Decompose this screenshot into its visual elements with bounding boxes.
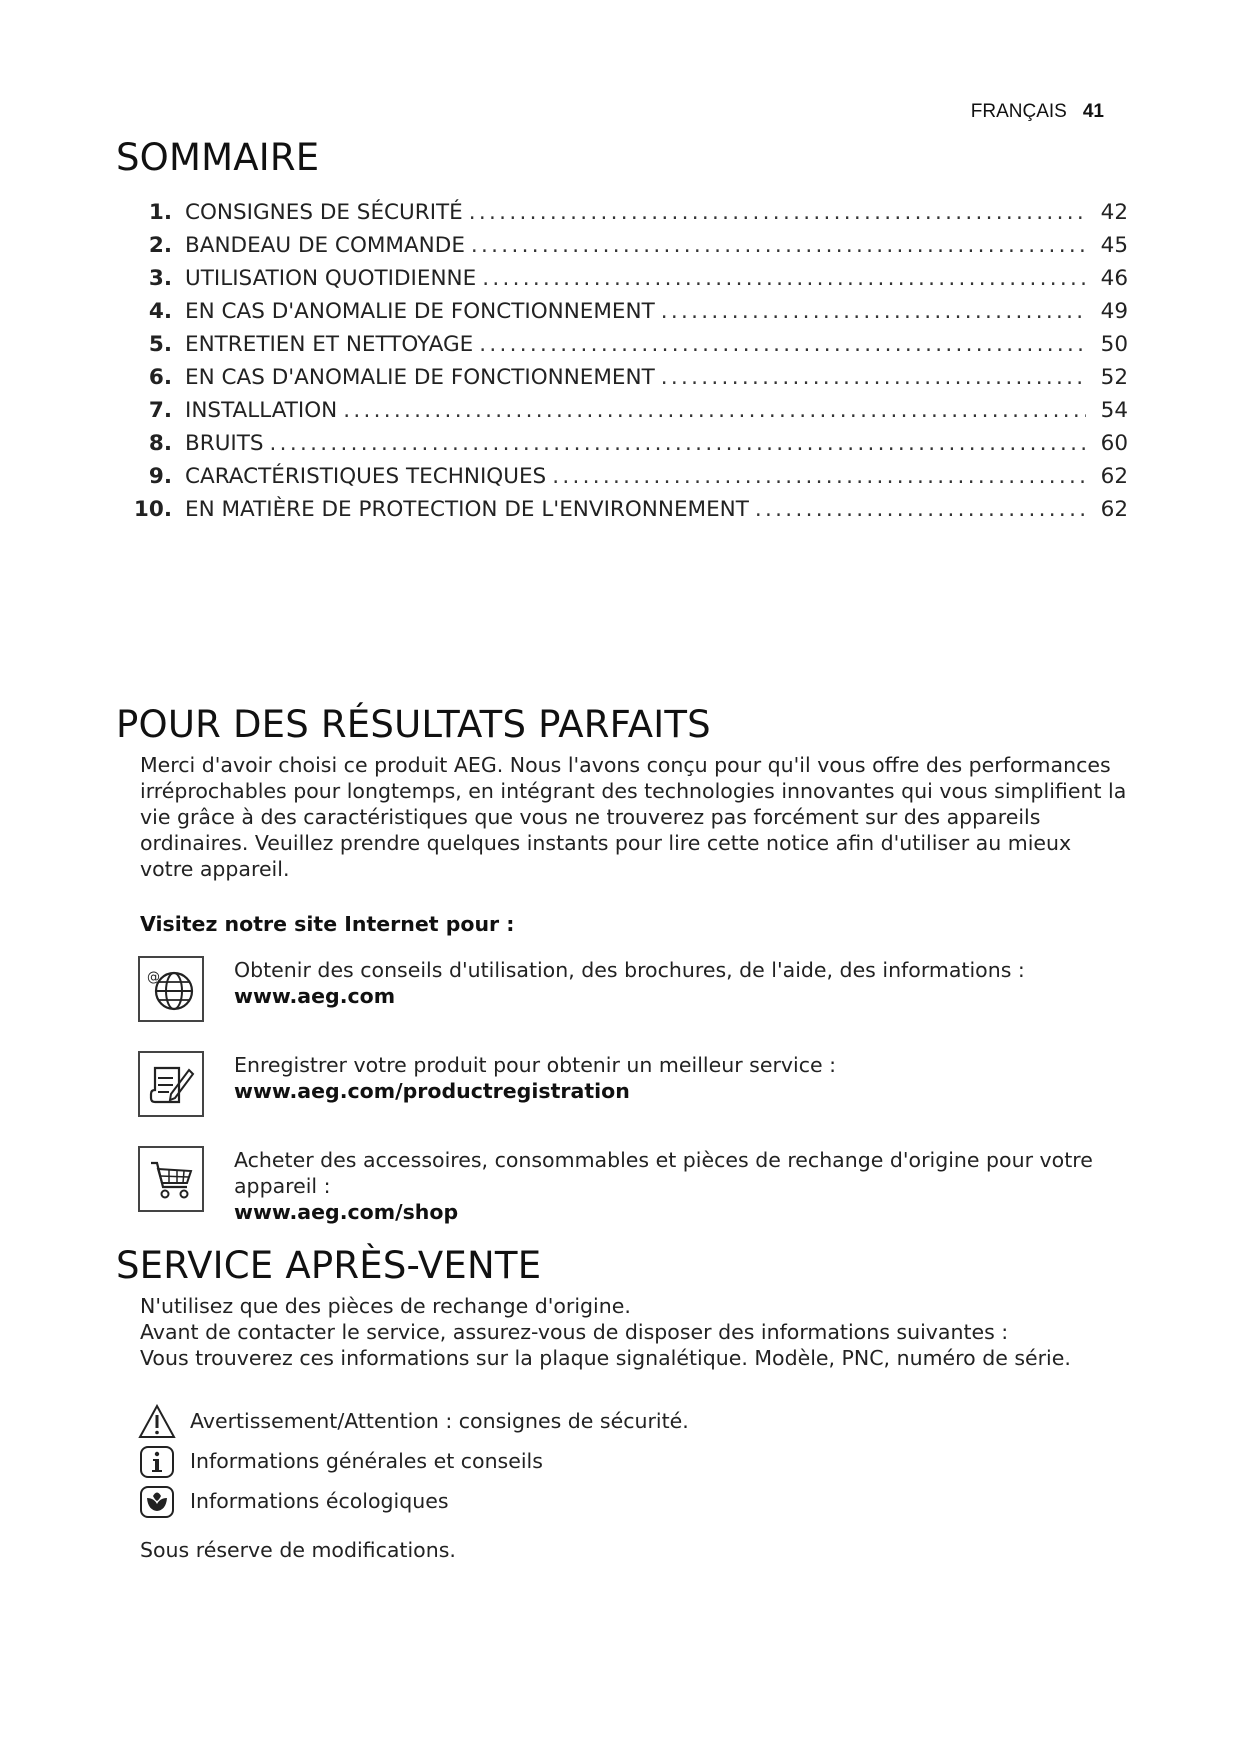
toc-item-number: 10. xyxy=(133,497,172,522)
page-number: 41 xyxy=(1082,101,1104,122)
svg-text:@: @ xyxy=(147,970,160,985)
globe-icon xyxy=(138,956,204,1022)
toc-leader-dots xyxy=(471,233,1086,258)
shopping-cart-icon xyxy=(138,1146,204,1212)
link-description: Acheter des accessoires, consommables et pièces de rechange d'origine pour votre appareil : xyxy=(234,1148,1093,1198)
toc-leader-dots xyxy=(661,299,1086,324)
toc-item-number: 5. xyxy=(148,332,172,357)
toc-item-label: BANDEAU DE COMMANDE xyxy=(185,233,465,258)
toc-leader-dots xyxy=(343,398,1086,423)
toc-item-label: CARACTÉRISTIQUES TECHNIQUES xyxy=(185,464,547,489)
toc-leader-dots xyxy=(552,464,1086,489)
link-description: Enregistrer votre produit pour obtenir un meilleur service : xyxy=(234,1053,837,1077)
product-registration-link[interactable]: www.aeg.com/productregistration xyxy=(234,1079,630,1103)
toc-item-page: 46 xyxy=(1100,266,1128,291)
toc-item-page: 50 xyxy=(1100,332,1128,357)
toc-item-label: ENTRETIEN ET NETTOYAGE xyxy=(185,332,474,357)
toc-item-page: 54 xyxy=(1100,398,1128,423)
toc-item-label: EN CAS D'ANOMALIE DE FONCTIONNEMENT xyxy=(185,365,655,390)
toc-item[interactable] xyxy=(130,200,1128,233)
toc-item[interactable] xyxy=(130,497,1128,530)
toc-item-number: 8. xyxy=(148,431,172,456)
toc-item[interactable] xyxy=(130,332,1128,365)
toc-leader-dots xyxy=(270,431,1086,456)
toc-leader-dots xyxy=(479,332,1086,357)
toc-leader-dots xyxy=(482,266,1086,291)
toc-leader-dots xyxy=(661,365,1086,390)
toc-item[interactable] xyxy=(130,233,1128,266)
results-title: POUR DES RÉSULTATS PARFAITS xyxy=(116,703,711,746)
service-text xyxy=(140,1293,1130,1371)
website-link[interactable]: www.aeg.com xyxy=(234,984,396,1008)
toc-leader-dots xyxy=(469,200,1086,225)
toc-item-label: EN MATIÈRE DE PROTECTION DE L'ENVIRONNEMENT xyxy=(185,497,749,522)
visit-heading: Visitez notre site Internet pour : xyxy=(140,912,515,936)
warning-icon xyxy=(138,1404,176,1440)
toc-item-page: 62 xyxy=(1100,497,1128,522)
toc-item-number: 9. xyxy=(148,464,172,489)
toc-item-number: 4. xyxy=(148,299,172,324)
shop-link[interactable]: www.aeg.com/shop xyxy=(234,1200,459,1224)
toc-item-label: INSTALLATION xyxy=(185,398,338,423)
toc-item-page: 62 xyxy=(1100,464,1128,489)
service-line: Avant de contacter le service, assurez-vous de disposer des informations suivantes : xyxy=(140,1320,1009,1344)
language-label: FRANÇAIS xyxy=(970,101,1067,122)
toc-item[interactable] xyxy=(130,398,1128,431)
toc-item[interactable] xyxy=(130,266,1128,299)
toc-item-page: 60 xyxy=(1100,431,1128,456)
toc-item-page: 49 xyxy=(1100,299,1128,324)
footnote: Sous réserve de modifications. xyxy=(140,1538,456,1562)
toc-item-number: 6. xyxy=(148,365,172,390)
toc-leader-dots xyxy=(755,497,1086,522)
toc-item-label: BRUITS xyxy=(185,431,264,456)
toc-item[interactable] xyxy=(130,431,1128,464)
page-header xyxy=(971,101,1104,123)
toc-item-number: 3. xyxy=(148,266,172,291)
toc-item-page: 42 xyxy=(1100,200,1128,225)
service-title: SERVICE APRÈS-VENTE xyxy=(116,1244,542,1287)
service-line: N'utilisez que des pièces de rechange d'origine. xyxy=(140,1294,631,1318)
toc-item-label: UTILISATION QUOTIDIENNE xyxy=(185,266,477,291)
service-line: Vous trouverez ces informations sur la plaque signalétique. Modèle, PNC, numéro de série. xyxy=(140,1346,1071,1370)
legend-label: Informations écologiques xyxy=(190,1489,449,1513)
toc-title: SOMMAIRE xyxy=(116,136,320,179)
legend-label: Informations générales et conseils xyxy=(190,1449,543,1473)
toc-item-number: 2. xyxy=(148,233,172,258)
eco-icon xyxy=(138,1484,176,1520)
intro-paragraph: Merci d'avoir choisi ce produit AEG. Nous l'avons conçu pour qu'il vous offre des performances irréprochables pour longtemps, en intégrant des technologies innovantes qui vous simplifient la vie grâce à des caractéristiques que vous ne trouverez pas forcément sur des appareils ordinaires. Veuillez prendre quelques instants pour lire cette notice afin d'utiliser au mieux votre appareil. xyxy=(140,753,1127,881)
toc-item-number: 7. xyxy=(148,398,172,423)
legend-label: Avertissement/Attention : consignes de sécurité. xyxy=(190,1409,689,1433)
table-of-contents xyxy=(130,200,1128,530)
link-description: Obtenir des conseils d'utilisation, des brochures, de l'aide, des informations : xyxy=(234,958,1025,982)
info-icon xyxy=(138,1444,176,1480)
registration-icon xyxy=(138,1051,204,1117)
toc-item[interactable] xyxy=(130,299,1128,332)
toc-item[interactable] xyxy=(130,464,1128,497)
toc-item-number: 1. xyxy=(148,200,172,225)
toc-item-page: 45 xyxy=(1100,233,1128,258)
toc-item-label: CONSIGNES DE SÉCURITÉ xyxy=(185,200,463,225)
toc-item-label: EN CAS D'ANOMALIE DE FONCTIONNEMENT xyxy=(185,299,655,324)
toc-item[interactable] xyxy=(130,365,1128,398)
toc-item-page: 52 xyxy=(1100,365,1128,390)
